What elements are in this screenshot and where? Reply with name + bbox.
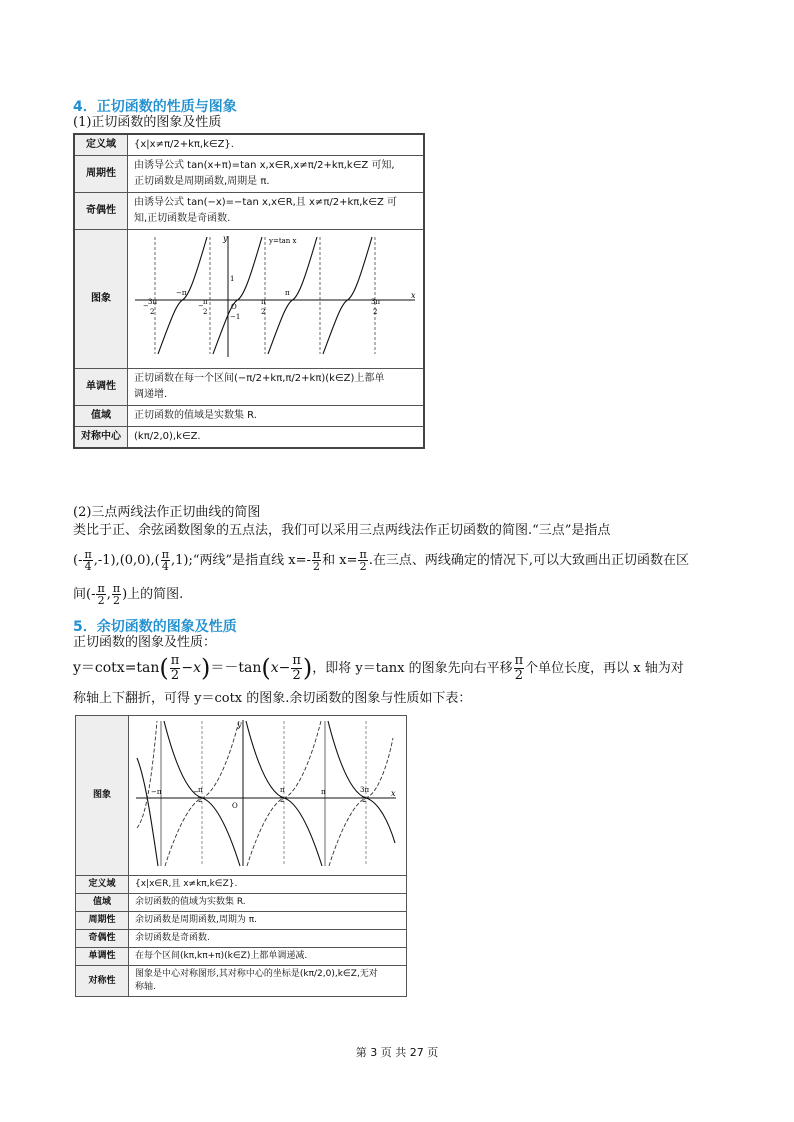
paragraph-line-2 [73,546,689,576]
text-span: ＝－tan [210,660,262,676]
cot-curves [137,721,395,866]
domain-value: {x|x≠π/2+kπ,k∈Z}. [128,134,425,156]
parity-label: 奇偶性 [74,193,128,230]
cot-domain-label: 定义域 [76,876,129,894]
cot-graph-cell [129,716,407,876]
monotonic-value-line: 调递增. [134,389,168,400]
text-span: .在三点、两线确定的情况下,可以大致画出正切函数在区 [368,553,689,568]
tan-graph-cell [128,230,425,369]
table-row [74,369,424,406]
text-span: 间(- [73,587,96,602]
text-span: −x [181,660,201,676]
fraction: $\frac{\pi}{2}$ [170,652,180,683]
svg-text:2: 2 [198,796,203,804]
svg-text:O: O [232,802,238,810]
cot-symmetry-value [129,966,407,997]
subsection-1-title: (1)正切函数的图象及性质 [73,115,222,130]
page-footer: 第 3 页 共 27 页 [355,1046,439,1059]
tan-tick-labels [143,275,380,321]
table-row [76,912,407,930]
cot-symmetry-line: 称轴. [135,982,156,992]
table-row [74,406,424,427]
fraction: $\frac{\pi}{4}$ [84,548,92,573]
table-row [76,966,407,997]
tan-graph [130,232,420,360]
monotonic-value [128,369,425,406]
monotonic-label: 单调性 [74,369,128,406]
svg-text:2: 2 [373,308,378,316]
svg-text:−: − [143,302,149,310]
cot-graph [131,718,401,868]
cot-parity-value: 余切函数是奇函数. [129,930,407,948]
table-row [76,894,407,912]
svg-text:2: 2 [362,796,367,804]
svg-text:−π: −π [151,788,162,796]
period-value-line: 正切函数是周期函数,周期是 π. [134,176,270,187]
table-row [74,193,424,230]
text-span: y＝cotx=tan [73,660,160,676]
graph-label: 图象 [74,230,128,369]
svg-text:3π: 3π [360,786,370,794]
fraction: $\frac{\pi}{2}$ [514,652,524,683]
domain-label: 定义域 [74,134,128,156]
parity-value-line: 知,正切函数是奇函数. [134,213,231,224]
table-row [76,948,407,966]
svg-text:−: − [193,788,199,796]
cot-parity-label: 奇偶性 [76,930,129,948]
range-value: 正切函数的值域是实数集 R. [128,406,425,427]
period-value-line: 由诱导公式 tan(x+π)=tan x,x∈R,x≠π/2+kπ,k∈Z 可知, [134,160,395,171]
x-axis-letter: x [411,291,416,300]
table-row [74,156,424,193]
cot-symmetry-line: 图象是中心对称图形,其对称中心的坐标是(kπ/2,0),k∈Z,无对 [135,969,378,979]
cot-graph-label: 图象 [76,716,129,876]
paren: ) [200,654,211,682]
period-value [128,156,425,193]
table-row [74,230,424,369]
section-4-heading: 4．正切函数的性质与图象 [73,99,237,115]
paren: ) [302,654,313,682]
cot-period-value: 余切函数是周期函数,周期为 π. [129,912,407,930]
section-5-line-2: 称轴上下翻折，可得 y＝cotx 的图象.余切函数的图象与性质如下表： [73,691,472,706]
text-span: )上的简图. [122,587,184,602]
text-span: 个单位长度，再以 x 轴为对 [525,661,684,676]
x-axis-letter: x [391,789,396,798]
cot-monotonic-value: 在每个区间(kπ,kπ+π)(k∈Z)上都单调递减. [129,948,407,966]
text-span: ，即将 y＝tanx 的图象先向右平移 [312,661,513,676]
table-row [74,427,424,449]
svg-text:π: π [198,786,203,794]
table-row [74,134,424,156]
text-span: 和 x= [322,553,358,568]
svg-text:−1: −1 [230,313,241,321]
text-span: , [106,587,111,602]
svg-text:O: O [231,303,237,311]
paren: ( [261,654,271,682]
range-label: 值域 [74,406,128,427]
svg-text:−π: −π [176,289,187,297]
parity-value-line: 由诱导公式 tan(−x)=−tan x,x∈R,且 x≠π/2+kπ,k∈Z 可 [134,197,397,208]
y-axis-letter: y [237,720,242,729]
fraction: $\frac{\pi}{2}$ [359,548,367,573]
table-row [76,876,407,894]
paragraph-line-1: 类比于正、余弦函数图象的五点法，我们可以采用三点两线法作正切函数的简图.“三点”是指点 [73,523,611,538]
table-row [76,716,407,876]
svg-text:π: π [285,289,290,297]
svg-text:1: 1 [230,275,235,283]
svg-text:2: 2 [150,308,155,316]
center-value: (kπ/2,0),k∈Z. [128,427,425,449]
svg-text:π: π [203,298,208,306]
tan-caption: y=tan x [269,237,297,245]
cotangent-properties-table [75,715,407,997]
cot-period-label: 周期性 [76,912,129,930]
paren: ( [159,654,169,682]
fraction: $\frac{\pi}{2}$ [97,582,105,607]
center-label: 对称中心 [74,427,128,449]
subsection-2-title: (2)三点两线法作正切曲线的简图 [73,505,261,520]
fraction: $\frac{\pi}{2}$ [292,652,301,683]
y-axis-letter: y [223,234,228,243]
tangent-properties-table [73,133,425,449]
svg-text:3π: 3π [148,298,158,306]
section-5-heading: 5．余切函数的图象及性质 [73,619,237,635]
svg-text:π: π [261,298,266,306]
period-label: 周期性 [74,156,128,193]
fraction: $\frac{\pi}{2}$ [312,548,321,573]
cot-symmetry-label: 对称性 [76,966,129,997]
cot-monotonic-label: 单调性 [76,948,129,966]
fraction: $\frac{\pi}{2}$ [112,582,121,607]
svg-text:3π: 3π [371,298,381,306]
cot-domain-value: {x|x∈R,且 x≠kπ,k∈Z}. [129,876,407,894]
svg-text:−: − [198,302,204,310]
svg-text:π: π [280,786,285,794]
paragraph-line-3 [73,580,183,610]
tan-curves-dashed [137,721,393,866]
fraction: $\frac{\pi}{4}$ [161,548,169,573]
svg-text:π: π [321,788,326,796]
parity-value [128,193,425,230]
text-span: x− [270,660,291,676]
section-5-intro: 正切函数的图象及性质： [73,635,217,650]
svg-text:2: 2 [203,308,208,316]
text-span: ,1);“两线”是指直线 x=- [170,553,311,568]
text-span: (- [73,553,83,568]
cot-range-value: 余切函数的值域为实数集 R. [129,894,407,912]
svg-text:2: 2 [280,796,285,804]
monotonic-value-line: 正切函数在每一个区间(−π/2+kπ,π/2+kπ)(k∈Z)上都单 [134,373,385,384]
svg-text:2: 2 [261,308,266,316]
cot-formula [73,652,684,685]
cot-range-label: 值域 [76,894,129,912]
text-span: ,-1),(0,0),( [93,553,160,568]
table-row [76,930,407,948]
